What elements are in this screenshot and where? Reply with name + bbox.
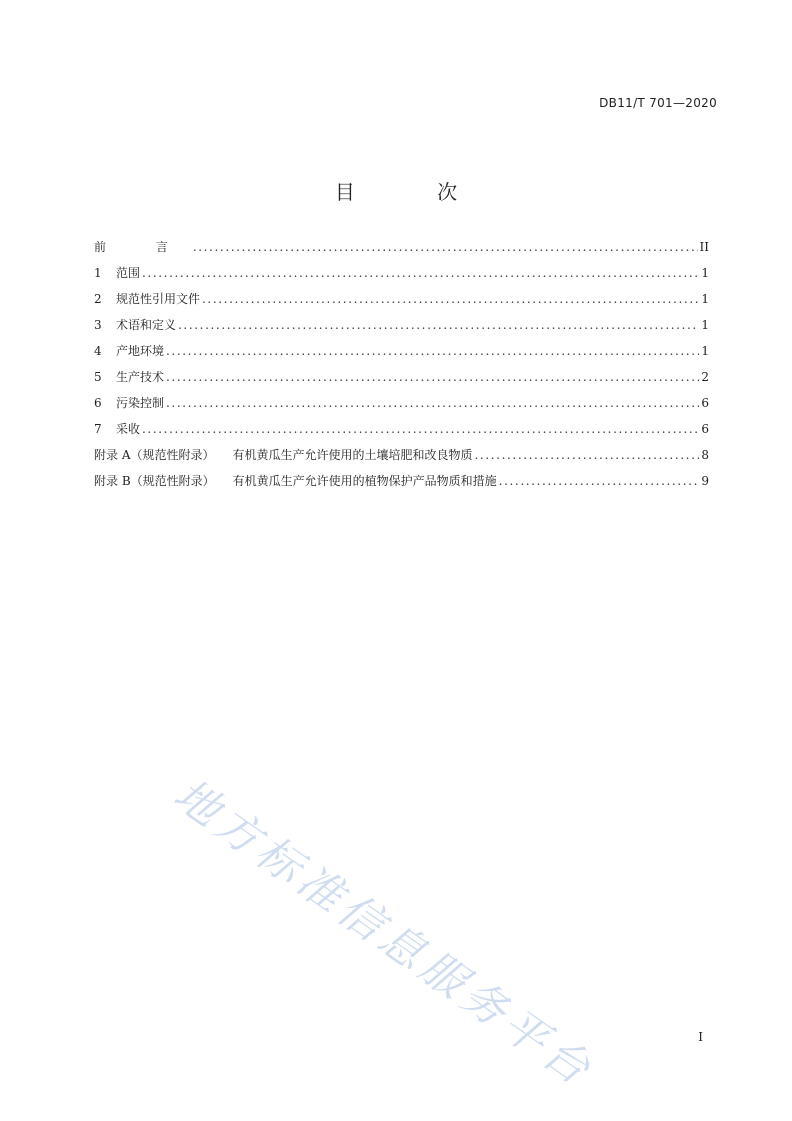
toc-item-page: 6	[701, 396, 709, 410]
page-number: I	[698, 1030, 703, 1044]
toc-item-page: 1	[701, 318, 709, 332]
toc-item-harvest[interactable]	[94, 420, 709, 446]
toc-item-page: 1	[701, 292, 709, 306]
toc-item-appendix-a[interactable]	[94, 446, 709, 472]
toc-item-terms[interactable]	[94, 316, 709, 342]
toc-item-number: 3	[94, 318, 102, 332]
toc-item-label: 有机黄瓜生产允许使用的土壤培肥和改良物质	[232, 448, 473, 462]
toc-item-page: 2	[701, 370, 709, 384]
toc-item-page: 6	[701, 422, 709, 436]
toc-item-number: 6	[94, 396, 102, 410]
toc-appendix-prefix: 附录 A（规范性附录）	[94, 448, 215, 462]
table-of-contents	[94, 238, 709, 498]
toc-item-normative-references[interactable]	[94, 290, 709, 316]
toc-item-label: 范围	[116, 266, 141, 280]
toc-item-number: 1	[94, 266, 102, 280]
page-title: 目 次	[334, 180, 496, 204]
toc-leader-dots	[166, 344, 699, 358]
toc-item-label: 生产技术	[116, 370, 165, 384]
toc-item-scope[interactable]	[94, 264, 709, 290]
toc-leader-dots	[166, 396, 699, 410]
toc-item-label: 前 言	[94, 240, 191, 254]
toc-item-label: 污染控制	[116, 396, 165, 410]
toc-item-number: 7	[94, 422, 102, 436]
toc-item-label: 术语和定义	[116, 318, 177, 332]
toc-item-number: 5	[94, 370, 102, 384]
toc-item-production[interactable]	[94, 368, 709, 394]
toc-item-number: 4	[94, 344, 102, 358]
toc-appendix-prefix: 附录 B（规范性附录）	[94, 474, 215, 488]
toc-leader-dots	[142, 266, 699, 280]
toc-item-label: 采收	[116, 422, 141, 436]
toc-item-foreword[interactable]	[94, 238, 709, 264]
toc-item-page: 8	[701, 448, 709, 462]
toc-leader-dots	[142, 422, 699, 436]
toc-leader-dots	[166, 370, 699, 384]
toc-leader-dots	[178, 318, 699, 332]
toc-item-environment[interactable]	[94, 342, 709, 368]
standard-code: DB11/T 701—2020	[599, 96, 717, 110]
watermark: 地方标准信息服务平台	[164, 769, 604, 1098]
toc-item-pollution[interactable]	[94, 394, 709, 420]
toc-item-appendix-b[interactable]	[94, 472, 709, 498]
toc-leader-dots	[475, 448, 700, 462]
toc-leader-dots	[499, 474, 699, 488]
toc-item-page: 9	[701, 474, 709, 488]
toc-item-page: II	[699, 240, 709, 254]
toc-leader-dots	[202, 292, 699, 306]
toc-item-label: 产地环境	[116, 344, 165, 358]
toc-item-number: 2	[94, 292, 102, 306]
toc-item-label: 规范性引用文件	[116, 292, 201, 306]
toc-leader-dots	[193, 240, 698, 254]
toc-item-label: 有机黄瓜生产允许使用的植物保护产品物质和措施	[232, 474, 497, 488]
toc-item-page: 1	[701, 344, 709, 358]
toc-item-page: 1	[701, 266, 709, 280]
